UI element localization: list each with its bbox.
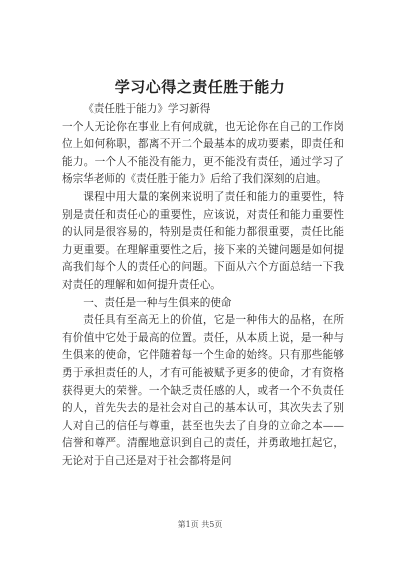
body-paragraph: 一个人无论你在事业上有何成就，也无论你在自己的工作岗位上如何称职，都离不开二个最基本的成功要素，即责任和能力。一个人不能没有能力，更不能没有责任，通过学习了杨宗华老师的《责任胜于能力》后给了我们深刻的启迪。 — [62, 120, 344, 186]
document-title: 学习心得之责任胜于能力 — [114, 78, 286, 96]
document-body — [62, 101, 344, 470]
subtitle-paragraph: 《责任胜于能力》学习新得 — [83, 103, 211, 115]
body-paragraph: 责任具有至高无上的价值，它是一种伟大的品格，在所有价值中它处于最高的位置。责任，从本质上说，是一种与生俱来的使命，它伴随着每一个生命的始终。只有那些能够勇于承担责任的人，才有可能被赋予更多的使命，才有资格获得更大的荣誉。一个缺乏责任感的人，或者一个不负责任的人，首先失去的是社会对自己的基本认可，其次失去了别人对自己的信任与尊重，甚至也失去了自身的立命之本——信誉和尊严。清醒地意识到自己的责任，并勇敢地扛起它，无论对于自己还是对于社会都将是问 — [62, 314, 344, 467]
page-number-footer: 第1页 共5页 — [177, 520, 223, 529]
body-paragraph: 课程中用大量的案例来说明了责任和能力的重要性，特别是责任和责任心的重要性，应该说，对责任和能力重要性的认同是很容易的，特别是责任和能力都很重要，责任比能力更重要。在理解重要性之后，接下来的关键问题是如何提高我们每个人的责任心的问题。下面从六个方面总结一下我对责任的理解和如何提升责任心。 — [62, 190, 344, 291]
section-heading: 一、责任是一种与生俱来的使命 — [83, 296, 232, 309]
